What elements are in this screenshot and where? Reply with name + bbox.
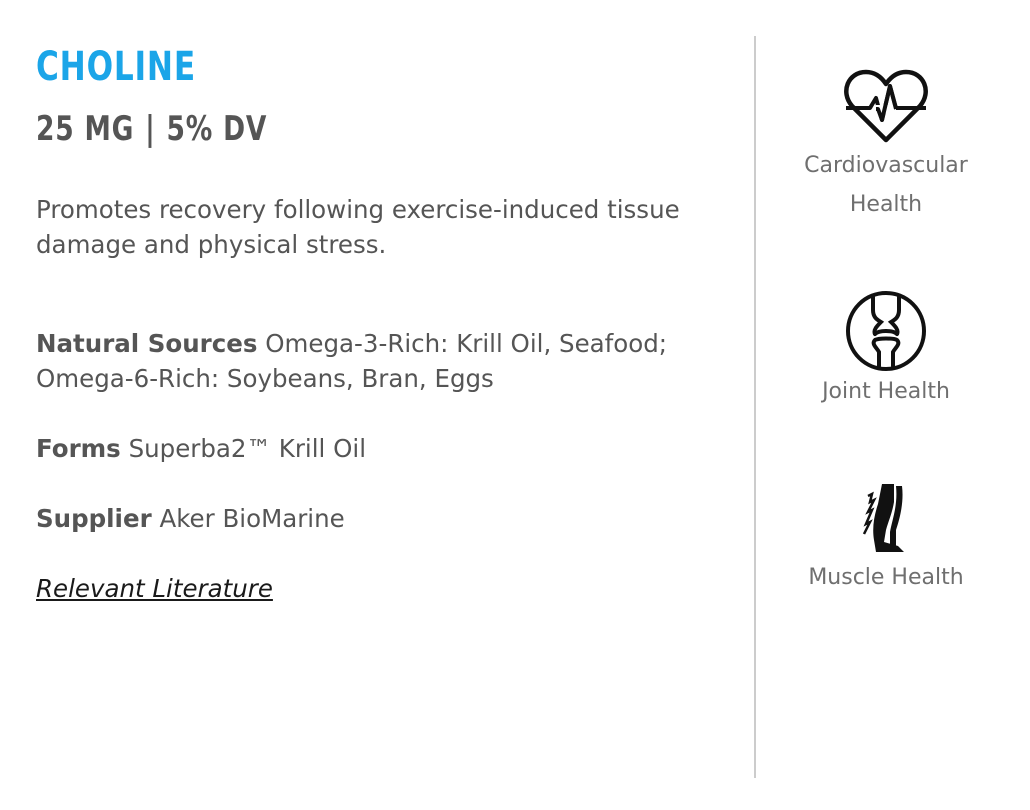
daily-value: 5% DV [166, 109, 268, 149]
benefit-label-joint: Joint Health [822, 379, 950, 404]
forms-value: Superba2™ Krill Oil [128, 434, 367, 463]
leg-muscle-icon [858, 482, 914, 554]
natural-sources-row [36, 326, 736, 396]
nutrient-title: CHOLINE [36, 44, 196, 90]
benefit-label-line1: Cardiovascular [804, 153, 968, 178]
supplier-row [36, 501, 736, 536]
supplier-value: Aker BioMarine [159, 504, 345, 533]
forms-label: Forms [36, 434, 121, 463]
natural-sources-label: Natural Sources [36, 329, 258, 358]
benefit-label-muscle: Muscle Health [808, 565, 964, 590]
relevant-literature-link[interactable]: Relevant Literature [36, 574, 273, 603]
natural-sources-value: Omega-3-Rich: Krill Oil, Seafood; Omega-6-Rich: Soybeans, Bran, Eggs [36, 329, 668, 393]
benefit-label-line2: Health [849, 192, 923, 217]
benefit-cardiovascular [776, 68, 996, 224]
benefit-muscle [776, 482, 996, 597]
dose-separator: | [145, 109, 156, 149]
nutrient-details [36, 326, 736, 606]
supplier-label: Supplier [36, 504, 152, 533]
heart-pulse-icon [844, 68, 928, 144]
dose-line [36, 102, 582, 156]
nutrient-info [36, 40, 736, 606]
vertical-divider [754, 36, 756, 778]
forms-row [36, 431, 736, 466]
joint-icon [845, 290, 927, 372]
benefit-label-cardiovascular [776, 146, 996, 224]
nutrient-description: Promotes recovery following exercise-induced tissue damage and physical stress. [36, 195, 680, 259]
dose-amount: 25 MG [36, 109, 135, 149]
benefit-joint [776, 290, 996, 411]
